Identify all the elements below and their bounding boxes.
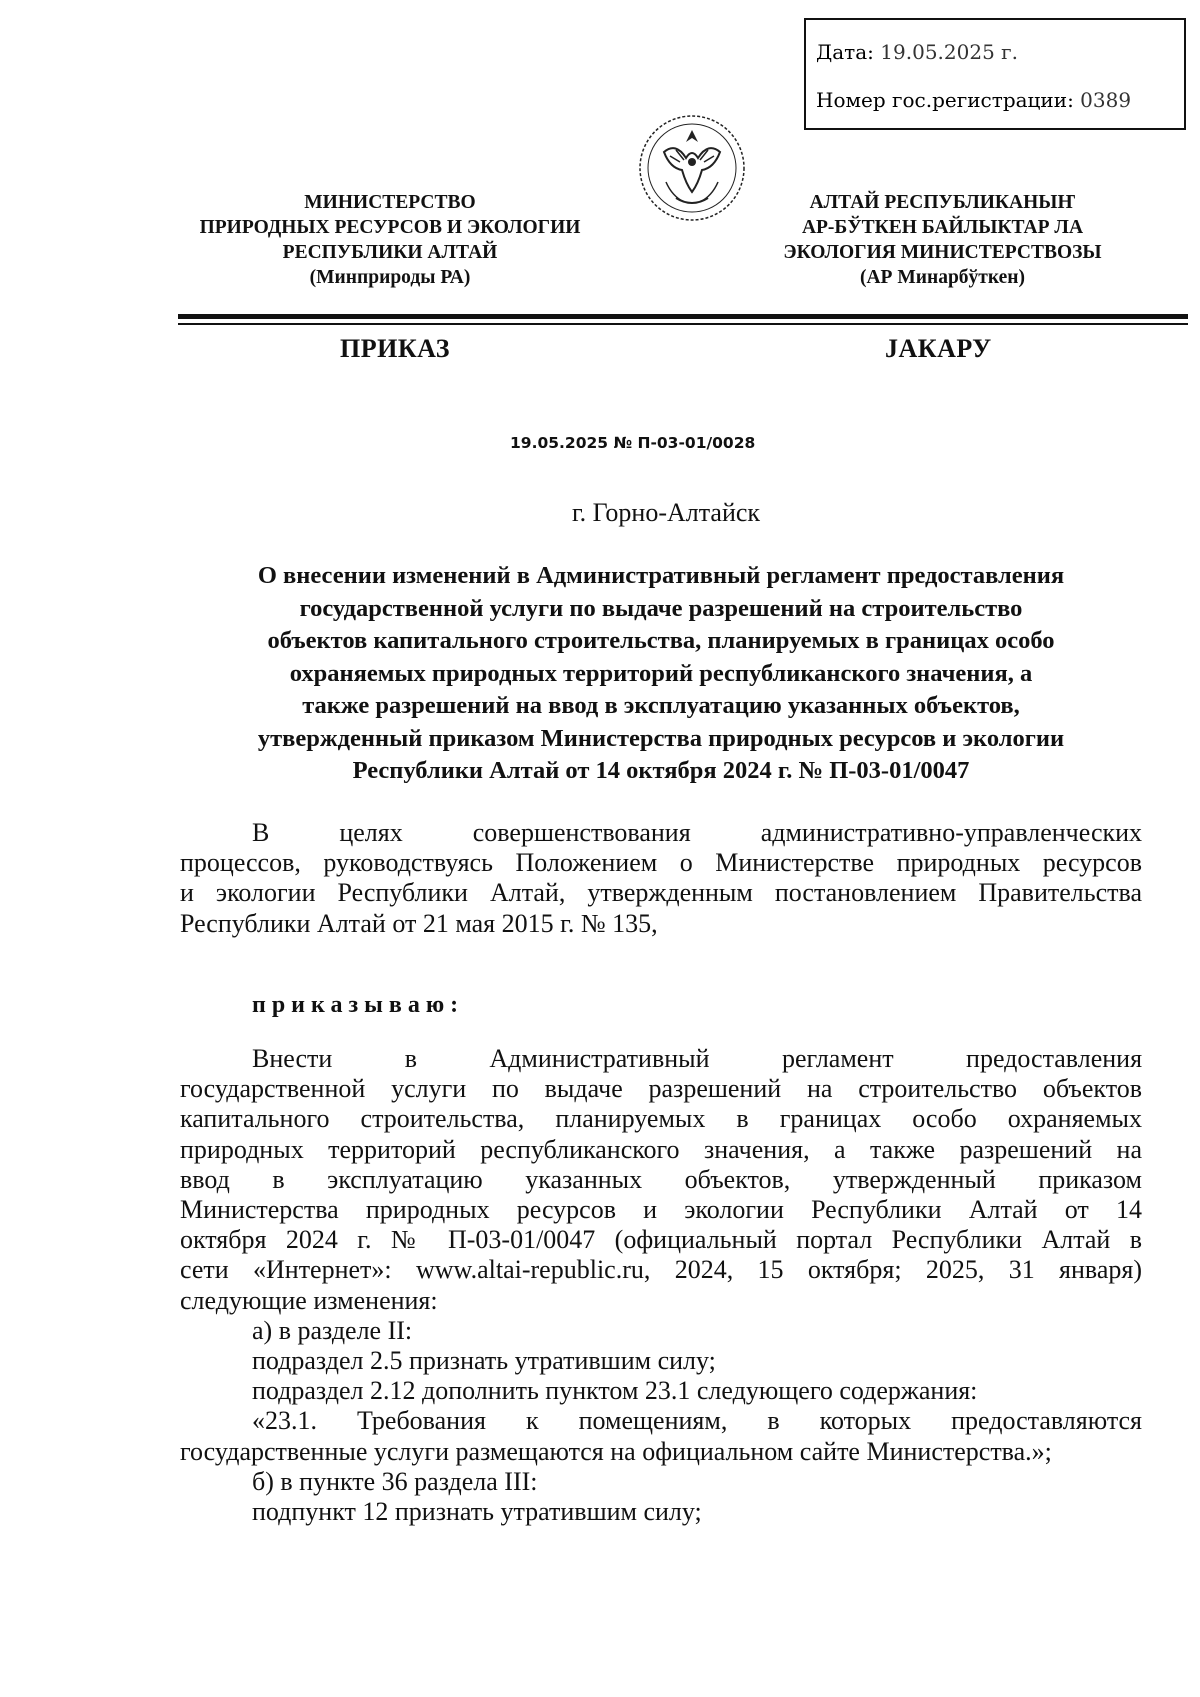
header-line: (Минприроды РА) xyxy=(309,267,471,288)
subject-line: утвержденный приказом Министерства природных ресурсов и экологии xyxy=(257,724,1065,752)
body-line: сети «Интернет»: www.altai-republic.ru, 2024, 15 октября; 2025, 31 января) xyxy=(180,1255,1142,1285)
body-line: ввод в эксплуатацию указанных объектов, утвержденный приказом xyxy=(180,1164,1142,1194)
preamble-first-line xyxy=(180,818,1142,848)
order-title-russian: ПРИКАЗ xyxy=(340,334,451,363)
registration-number xyxy=(816,88,1131,112)
body-line: Министерства природных ресурсов и экологии Республики Алтай от 14 xyxy=(180,1195,1142,1225)
body-line: октября 2024 г. № П-03-01/0047 (официальный портал Республики Алтай в xyxy=(180,1225,1142,1255)
registration-date-value: 19.05.2025 г. xyxy=(880,40,1018,64)
subject-line: также разрешений на ввод в эксплуатацию указанных объектов, xyxy=(302,692,1020,719)
header-line: РЕСПУБЛИКИ АЛТАЙ xyxy=(282,242,498,263)
decree-word: приказываю: xyxy=(252,992,465,1018)
quote-second-line: государственные услуги размещаются на официальном сайте Министерства.»; xyxy=(180,1436,1052,1466)
preamble-paragraph xyxy=(180,818,1142,939)
body-line: капитального строительства, планируемых в границах особо охраняемых xyxy=(180,1104,1142,1134)
body-paragraph xyxy=(180,1044,1142,1527)
word: совершенствования xyxy=(472,818,691,847)
subject-line: охраняемых природных территорий республиканского значения, а xyxy=(289,659,1033,687)
registration-number-label: Номер гос.регистрации: xyxy=(816,88,1074,112)
word: административно-управленческих xyxy=(760,818,1143,847)
body-first-line xyxy=(180,1044,1142,1074)
registration-date xyxy=(816,40,1018,64)
registration-stamp xyxy=(804,18,1186,130)
word: предоставления xyxy=(966,1044,1143,1073)
body-line: государственной услуги по выдаче разрешений на строительство объектов xyxy=(180,1074,1142,1104)
subject-line: Республики Алтай от 14 октября 2024 г. № П-03-01/0047 xyxy=(352,757,970,784)
word: целях xyxy=(339,818,403,847)
header-line: ЭКОЛОГИЯ МИНИСТЕРСТВОЗЫ xyxy=(783,242,1102,263)
preamble-line: Республики Алтай от 21 мая 2015 г. № 135, xyxy=(180,908,658,938)
word: В xyxy=(252,818,270,847)
subject-line: государственной услуги по выдаче разрешений на строительство xyxy=(299,594,1023,622)
preamble-line: и экологии Республики Алтай, утвержденным постановлением Правительства xyxy=(180,878,1142,908)
item-b: б) в пункте 36 раздела III: xyxy=(252,1466,538,1496)
item-a-subsection-2: подраздел 2.12 дополнить пунктом 23.1 следующего содержания: xyxy=(252,1376,978,1406)
order-number: 19.05.2025 № П-03-01/0028 xyxy=(510,434,756,452)
header-line: ПРИРОДНЫХ РЕСУРСОВ И ЭКОЛОГИИ xyxy=(199,217,581,238)
quote-first-line: «23.1. Требования к помещениям, в которых предоставляются xyxy=(252,1406,1142,1436)
header-line: АЛТАЙ РЕСПУБЛИКАНЫҤ xyxy=(809,192,1076,213)
coat-of-arms-emblem-icon xyxy=(636,112,748,224)
item-a-subsection-1: подраздел 2.5 признать утратившим силу; xyxy=(252,1346,716,1376)
header-divider-thin xyxy=(178,323,1188,325)
header-line: (АР Минарбўткен) xyxy=(859,267,1026,288)
subject-line: объектов капитального строительства, планируемых в границах особо xyxy=(267,627,1055,654)
ministry-header-russian xyxy=(150,190,630,290)
subject-line: О внесении изменений в Административный регламент предоставления xyxy=(257,562,1065,589)
body-line: природных территорий республиканского значения, а также разрешений на xyxy=(180,1134,1142,1164)
order-title-altai: JАКАРУ xyxy=(885,334,992,363)
word: в xyxy=(404,1044,417,1073)
order-subject xyxy=(180,560,1142,788)
word: Внести xyxy=(252,1044,333,1073)
word: регламент xyxy=(781,1044,894,1073)
item-a: а) в разделе II: xyxy=(252,1315,413,1345)
registration-number-value: 0389 xyxy=(1080,88,1132,112)
header-divider-thick xyxy=(178,314,1188,319)
item-b-subsection-1: подпункт 12 признать утратившим силу; xyxy=(252,1497,702,1527)
word: Административный xyxy=(489,1044,710,1073)
header-line: АР-БЎТКЕН БАЙЛЫКТАР ЛА xyxy=(801,217,1084,238)
body-line: следующие изменения: xyxy=(180,1285,438,1315)
ministry-header-altai xyxy=(745,190,1140,290)
registration-date-label: Дата: xyxy=(816,40,874,64)
header-line: МИНИСТЕРСТВО xyxy=(304,192,476,213)
order-city: г. Горно-Алтайск xyxy=(571,498,761,527)
preamble-line: процессов, руководствуясь Положением о Министерстве природных ресурсов xyxy=(180,848,1142,878)
